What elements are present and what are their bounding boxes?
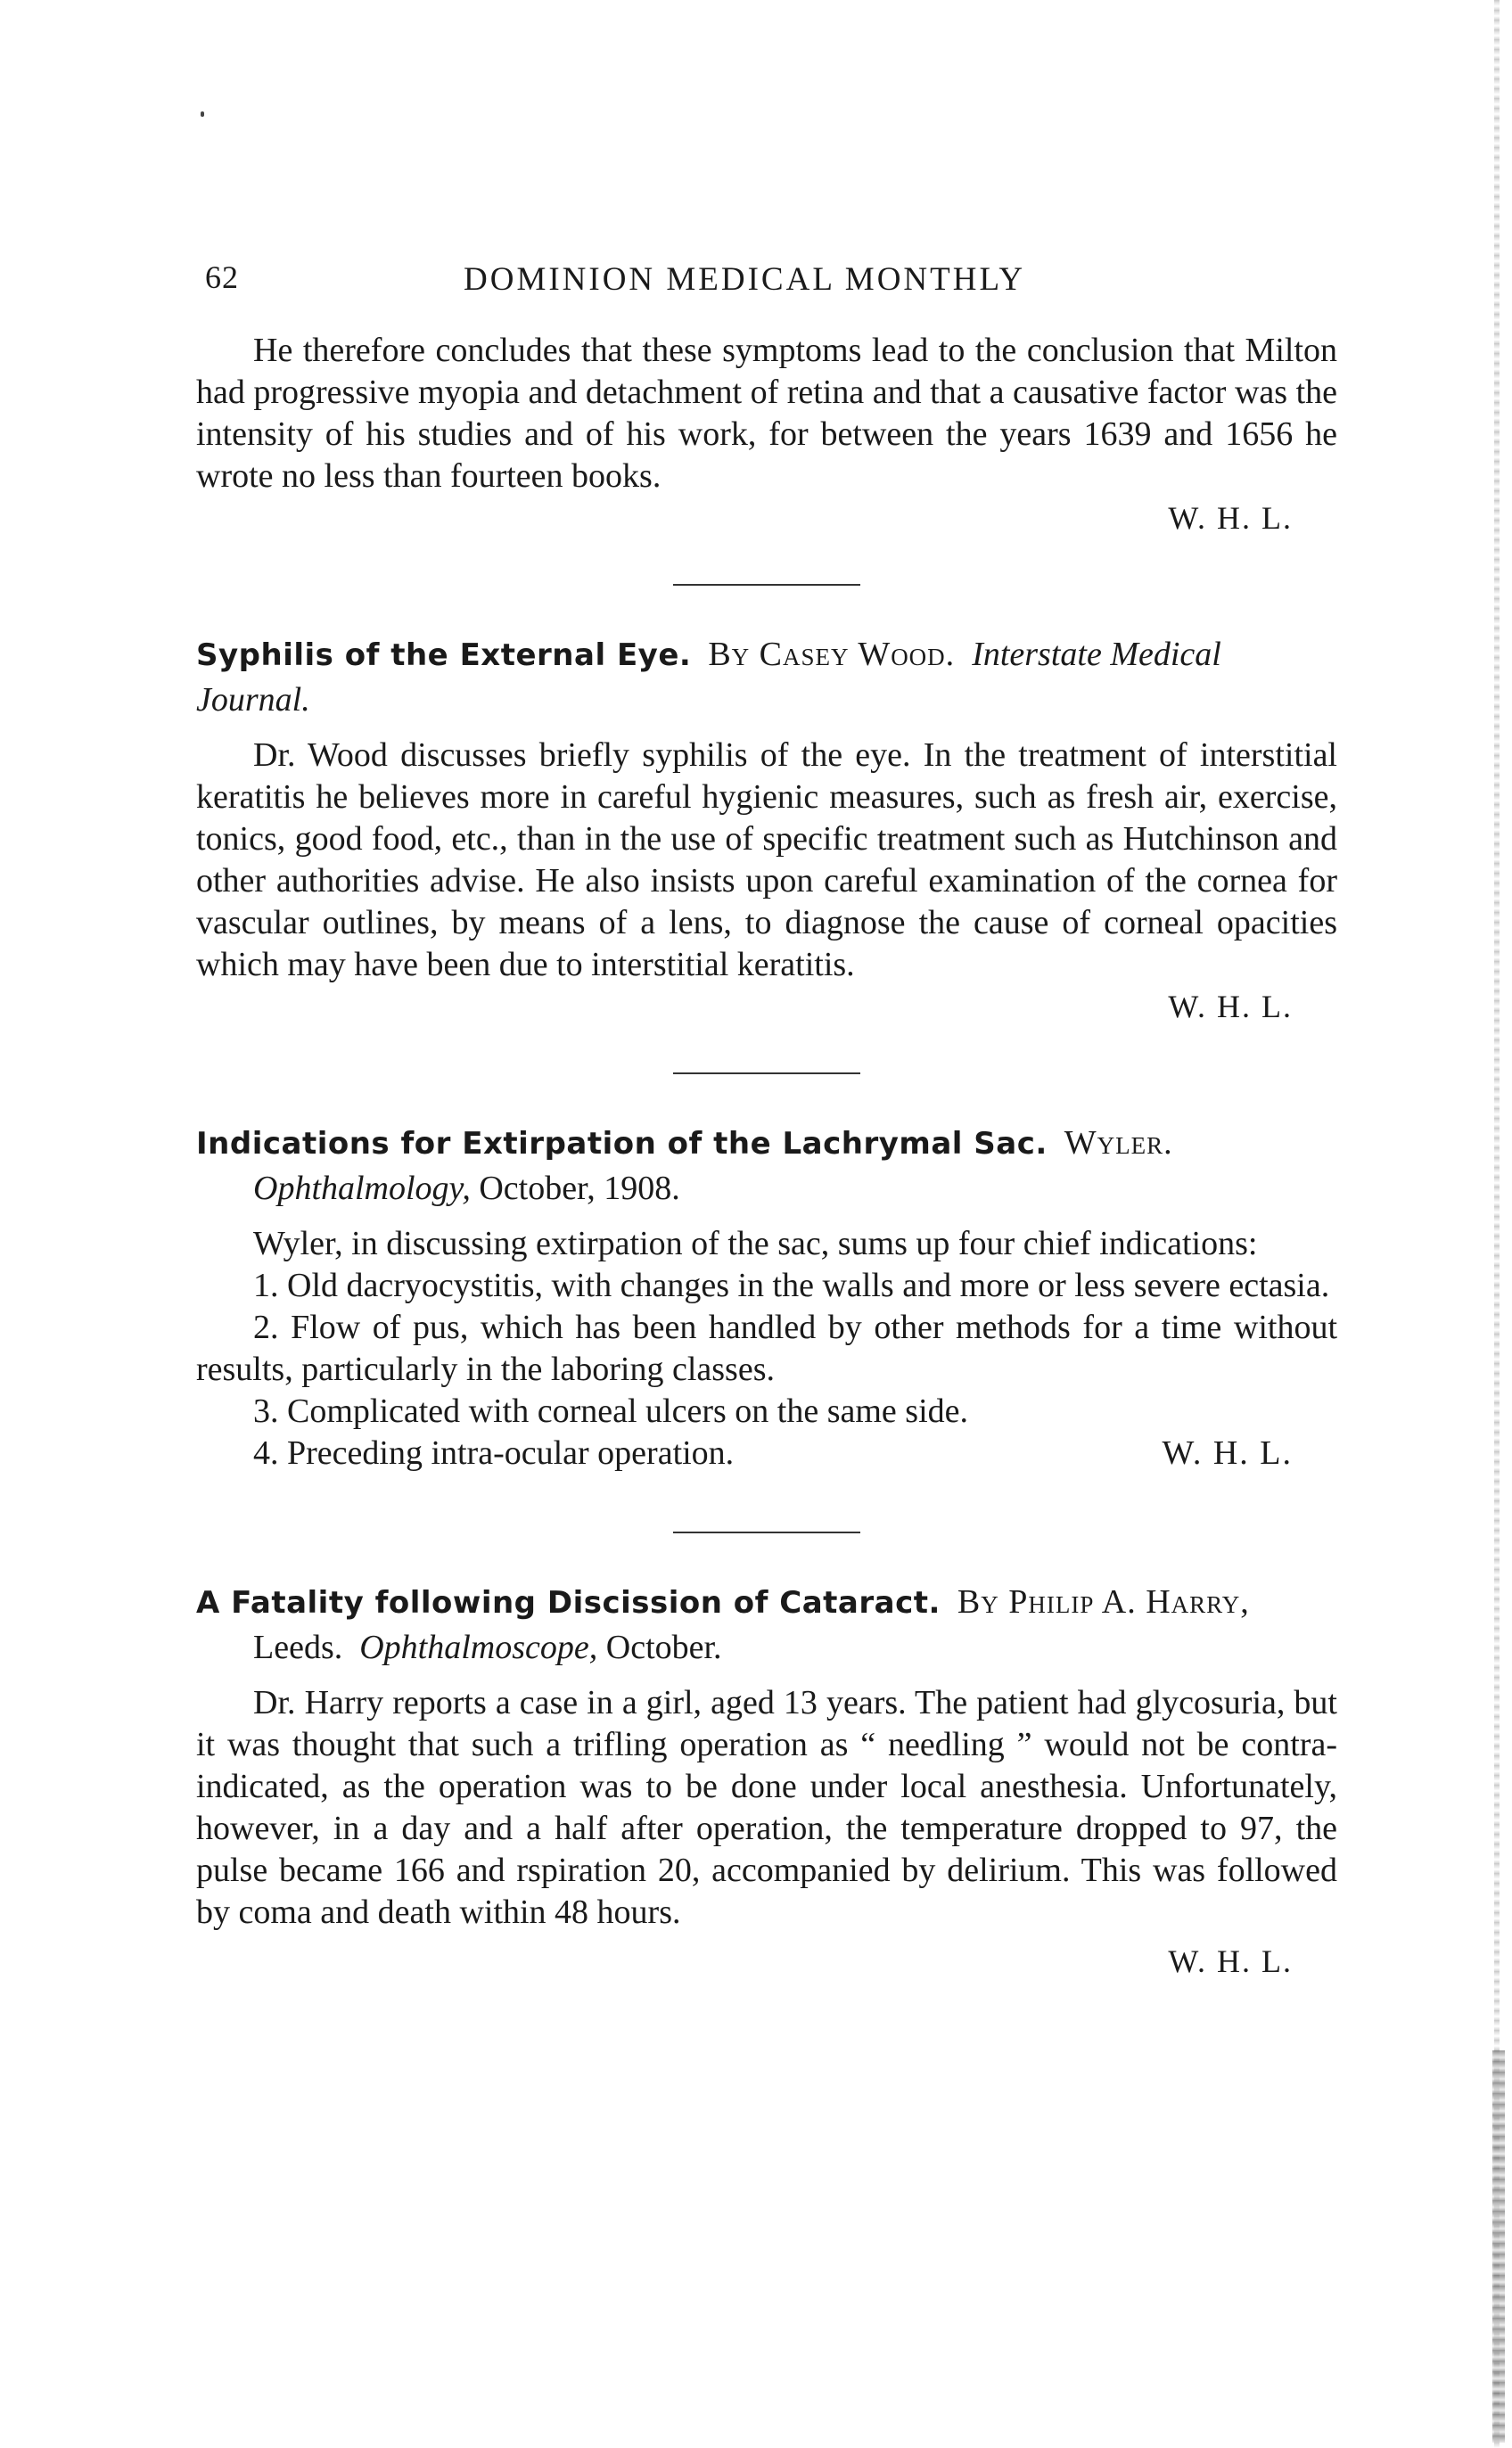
article-source: Ophthalmology,: [253, 1170, 471, 1207]
article-byline: By Casey Wood.: [708, 636, 956, 673]
article-source: Interstate Medical Journal.: [196, 636, 1221, 719]
section-divider: [673, 1072, 860, 1074]
page-header: [205, 259, 1346, 303]
article-heading: A Fatality following Discission of Cataract.: [196, 1585, 941, 1621]
article-place: Leeds.: [253, 1629, 343, 1666]
page-number: 62: [205, 259, 239, 295]
article-signature: W. H. L.: [1168, 989, 1293, 1024]
intro-signature: W. H. L.: [1168, 500, 1293, 536]
journal-title: DOMINION MEDICAL MONTHLY: [464, 261, 1026, 298]
article-syphilis: [196, 632, 1337, 1028]
article-source: Ophthalmoscope,: [359, 1629, 598, 1666]
page-content: [196, 330, 1337, 1983]
article-title-block: [196, 1580, 1337, 1670]
article-heading: Syphilis of the External Eye.: [196, 637, 692, 673]
article-byline: Wyler.: [1064, 1124, 1173, 1162]
article-cataract: [196, 1580, 1337, 1983]
article-title-block: [196, 1121, 1337, 1211]
article-body: Dr. Harry reports a case in a girl, aged 13 years. The patient had glycosuria, but it was thought that such a trifling operation as “ needling ” would not be contra-indicated, as the operation was to be done under local anesthesia. Unfortunately, however, in a day and a half after operation, the temperature dropped to 97, the pulse became 166 and rspiration 20, accompanied by delirium. This was followed by coma and death within 48 hours.: [196, 1684, 1337, 1931]
article-byline: By Philip A. Harry,: [957, 1583, 1250, 1621]
article-body: Dr. Wood discusses briefly syphilis of the eye. In the treatment of interstitial keratitis he believes more in careful hygienic measures, such as fresh air, exercise, tonics, good food, etc., than in the use of specific treatment such as Hutchinson and other authorities advise. He also insists upon careful examination of the cornea for vascular outlines, by means of a lens, to diagnose the cause of corneal opacities which may have been due to interstitial keratitis.: [196, 736, 1337, 983]
article-signature: W. H. L.: [1162, 1434, 1293, 1472]
section-divider: [673, 1532, 860, 1533]
article-title-block: [196, 632, 1337, 722]
article-signature: W. H. L.: [1168, 1943, 1293, 1979]
list-item-text: 4. Preceding intra-ocular operation.: [253, 1434, 735, 1472]
scan-edge-artifact: [1492, 2050, 1505, 2443]
article-heading: Indications for Extirpation of the Lachrymal Sac.: [196, 1126, 1048, 1162]
scan-speck: [201, 111, 204, 117]
intro-section: [196, 330, 1337, 539]
list-item-with-signature: [196, 1433, 1337, 1475]
article-date: October, 1908.: [479, 1170, 680, 1207]
article-lachrymal: [196, 1121, 1337, 1475]
section-divider: [673, 584, 860, 586]
list-item: 2. Flow of pus, which has been handled by other methods for a time without results, particularly in the laboring classes.: [196, 1309, 1337, 1388]
list-item: 1. Old dacryocystitis, with changes in the walls and more or less severe ectasia.: [253, 1267, 1330, 1304]
intro-paragraph: He therefore concludes that these symptoms lead to the conclusion that Milton had progressive myopia and detachment of retina and that a causative factor was the intensity of his studies and of his work, for between the years 1639 and 1656 he wrote no less than fourteen books.: [196, 332, 1337, 495]
article-date: October.: [605, 1629, 722, 1666]
article-intro: Wyler, in discussing extirpation of the sac, sums up four chief indications:: [253, 1225, 1258, 1262]
list-item: 3. Complicated with corneal ulcers on the same side.: [253, 1392, 968, 1430]
